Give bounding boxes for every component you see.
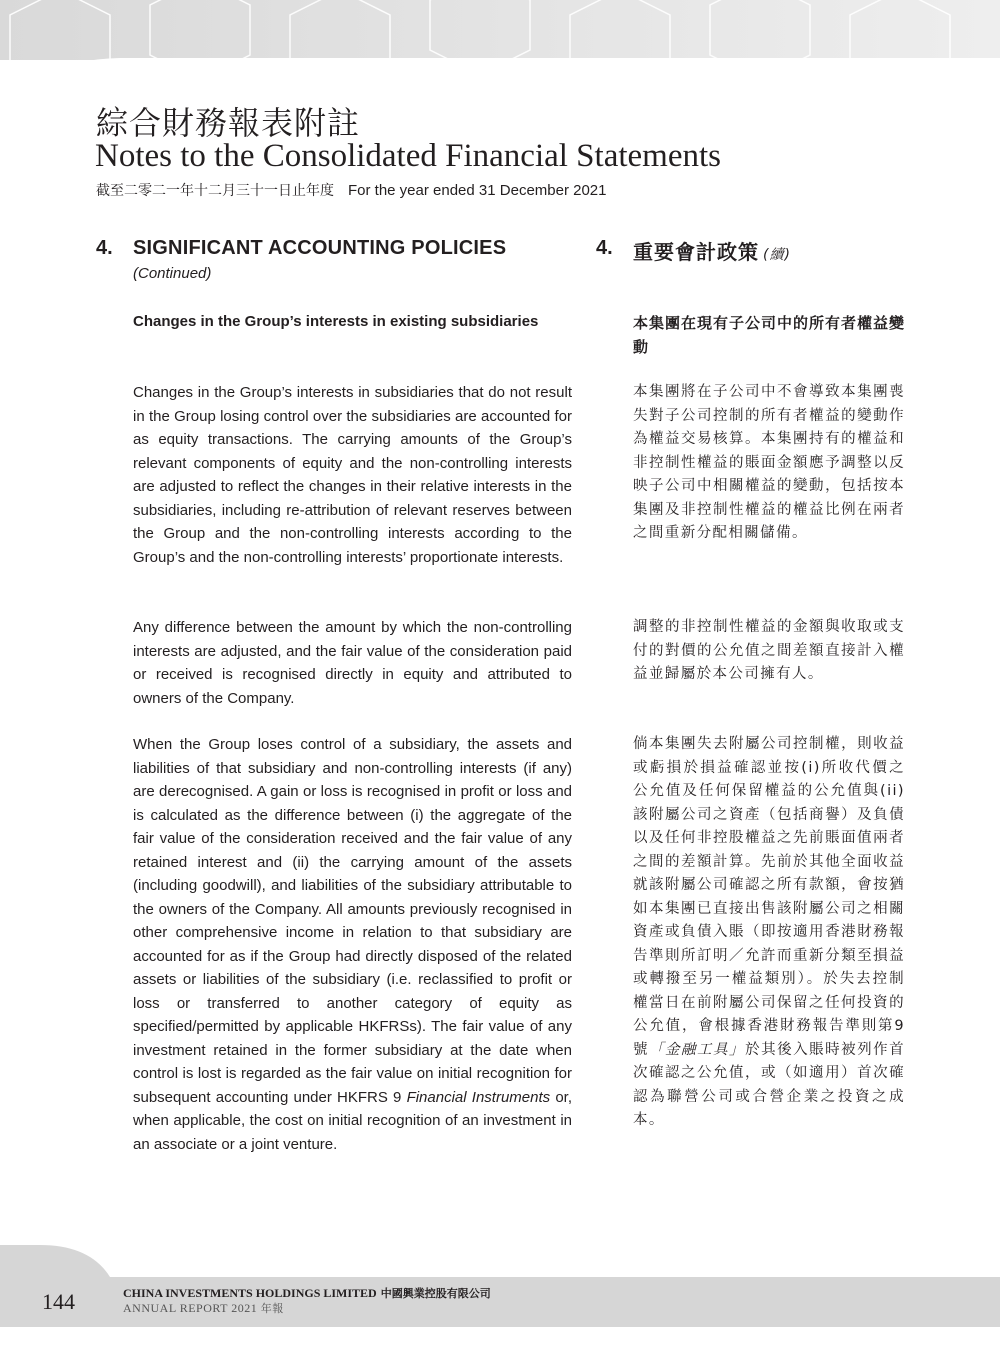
section-number-english: 4. [96,237,113,259]
subsection-heading-english: Changes in the Group’s interests in existing subsidiaries [133,313,539,330]
standard-name-chinese-italic: 「金融工具」 [649,1041,746,1058]
report-label [123,1300,284,1316]
paragraph-chinese-3-part2: 於其後入賬時被列作首次確認之公允值，或（如適用）首次確認為聯營公司或合營企業之投資之成本。 [633,1041,906,1128]
subsection-heading-chinese: 本集團在現有子公司中的所有者權益變動 [633,314,906,356]
paragraph-english-1: Changes in the Group’s interests in subsidiaries that do not result in the Group losing control over the subsidiaries are accounted for as equity transactions. The carrying amounts of the Group’s relevant components of equity and the non-controlling interests are adjusted to reflect the changes in their relative interests in the subsidiaries, including re-attribution of relevant reserves between the Group and the non-controlling interests according to the Group’s and the non-controlling interests’ proportionate interests. [133,384,572,566]
section-continued-chinese: (續) [763,247,791,263]
period-english: For the year ended 31 December 2021 [348,182,607,199]
company-name-english: CHINA INVESTMENTS HOLDINGS LIMITED [123,1286,377,1300]
page-number: 144 [42,1289,75,1314]
paragraph-english-3-part1: When the Group loses control of a subsidiary, the assets and liabilities of that subsidiary and non-controlling interests (if any) are derecognised. A gain or loss is recognised in profit or loss and is calculated as the difference between (i) the aggregate of the fair value of the consideration received and the fair value of any retained interest and (ii) the carrying amount of the assets (including goodwill), and liabilities of the subsidiary attributable to the owners of the Company. All amounts previously recognised in other comprehensive income in relation to that subsidiary are accounted for as if the Group had directly disposed of the related assets or liabilities of the subsidiary (i.e. reclassified to profit or loss or transferred to another category of equity as specified/permitted by applicable HKFRSs). The fair value of any investment retained in the former subsidiary at the date when control is lost is regarded as the fair value on initial recognition for subsequent accounting under HKFRS 9 [133,736,572,1106]
paragraph-english-3-part2: or, when applicable, the cost on initial recognition of an investment in an associate or a joint venture. [133,1088,572,1153]
paragraph-chinese-3-part1: 倘本集團失去附屬公司控制權，則收益或虧損於損益確認並按(i)所收代價之公允值及任何保留權益的公允值與(ii)該附屬公司之資產（包括商譽）及負債以及任何非控股權益之先前賬面值兩者之間的差額計算。先前於其他全面收益就該附屬公司確認之所有款額，會按猶如本集團已直接出售該附屬公司之相關資產或負債入賬（即按適用香港財務報告準則所訂明／允許而重新分類至損益或轉撥至另一權益類別）。於失去控制權當日在前附屬公司保留之任何投資的公允值，會根據香港財務報告準則第9號 [633,736,905,1058]
company-name-chinese: 中國興業控股有限公司 [380,1287,491,1300]
section-number-chinese: 4. [596,237,613,259]
standard-name-italic: Financial Instruments [406,1088,551,1106]
period-subtitle [96,180,607,200]
section-title-english: SIGNIFICANT ACCOUNTING POLICIES [133,237,507,259]
company-name [123,1285,491,1301]
paragraph-english-2: Any difference between the amount by which the non-controlling interests are adjusted, and the fair value of the consideration paid or received is recognised directly in equity and attributed to owners of the Company. [133,619,572,707]
report-label-chinese: 年報 [260,1302,284,1315]
period-chinese: 截至二零二一年十二月三十一日止年度 [96,183,334,199]
section-continued-english: (Continued) [133,265,212,282]
page-title-chinese: 綜合財務報表附註 [96,104,361,142]
report-label-english: ANNUAL REPORT 2021 [123,1301,258,1315]
page-title-english: Notes to the Consolidated Financial Statements [95,138,721,174]
paragraph-chinese-3 [633,733,905,1133]
section-title-chinese: 重要會計政策 [633,240,759,264]
paragraph-chinese-1: 本集團將在子公司中不會導致本集團喪失對子公司控制的所有者權益的變動作為權益交易核算。本集團持有的權益和非控制性權益的賬面金額應予調整以反映子公司中相關權益的變動，包括按本集團及非控制性權益的權益比例在兩者之間重新分配相關儲備。 [633,384,905,541]
paragraph-english-3 [133,733,572,1156]
section-title-chinese-wrapper [633,236,791,265]
paragraph-chinese-2: 調整的非控制性權益的金額與收取或支付的對價的公允值之間差額直接計入權益並歸屬於本公司擁有人。 [633,619,905,682]
